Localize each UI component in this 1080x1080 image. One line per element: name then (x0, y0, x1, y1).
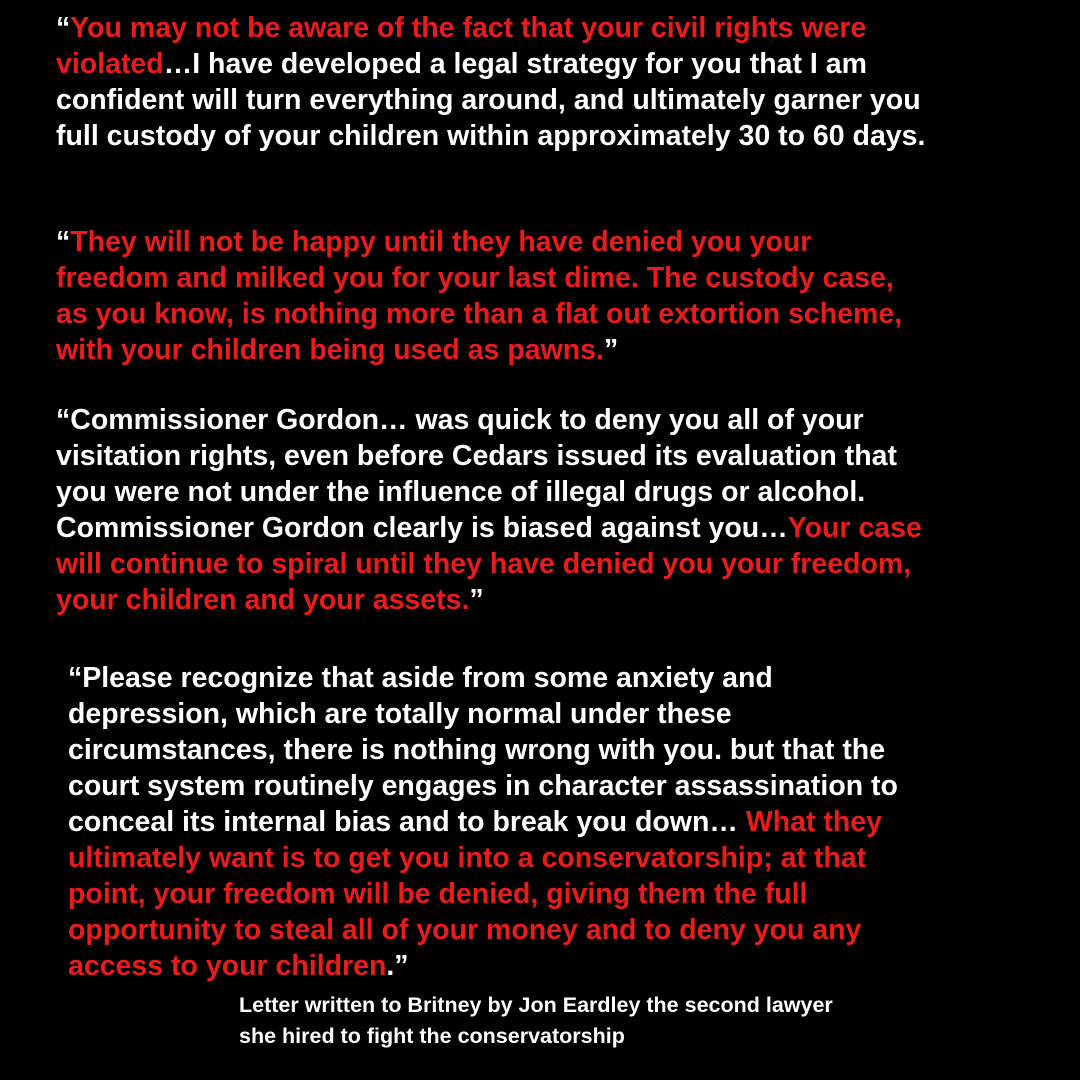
quote-2 (56, 224, 1046, 368)
quote-3-line-4 (56, 510, 1046, 546)
plain-text: you were not under the influence of illegal drugs or alcohol. (56, 476, 866, 508)
plain-text: “Commissioner Gordon… was quick to deny you all of your (56, 404, 864, 436)
quote-4-line-1 (68, 660, 1048, 696)
plain-text: court system routinely engages in character assassination to (68, 770, 898, 802)
highlighted-text: will continue to spiral until they have denied you your freedom, (56, 548, 912, 580)
highlighted-text: freedom and milked you for your last dime. The custody case, (56, 262, 894, 294)
quote-4-line-9 (68, 948, 1048, 984)
highlighted-text: Your case (787, 512, 922, 544)
quote-4-line-6 (68, 840, 1048, 876)
plain-text: ” (603, 334, 619, 366)
caption-line-1: Letter written to Britney by Jon Eardley the second lawyer (239, 993, 833, 1017)
highlighted-text: What they (745, 806, 882, 838)
quote-2-line-3 (56, 296, 1046, 332)
quote-2-line-4 (56, 332, 1046, 368)
plain-text: conceal its internal bias and to break you down… (68, 806, 746, 838)
highlighted-text: with your children being used as pawns. (56, 334, 604, 366)
quote-4-line-4 (68, 768, 1048, 804)
quote-1 (56, 10, 1046, 154)
highlighted-text: as you know, is nothing more than a flat out extortion scheme, (56, 298, 903, 330)
highlighted-text: They will not be happy until they have denied you your (70, 226, 812, 258)
highlighted-text: access to your children (68, 950, 387, 982)
plain-text: circumstances, there is nothing wrong with you. but that the (68, 734, 886, 766)
plain-text: …I have developed a legal strategy for you that I am (163, 48, 867, 80)
highlighted-text: opportunity to steal all of your money and to deny you any (68, 914, 862, 946)
plain-text: ” (469, 584, 484, 616)
plain-text: “Please recognize that aside from some anxiety and (68, 662, 773, 694)
quote-1-line-1 (56, 10, 1046, 46)
quote-1-line-2 (56, 46, 1046, 82)
plain-text: Commissioner Gordon clearly is biased against you… (56, 512, 788, 544)
quote-4-line-7 (68, 876, 1048, 912)
quote-1-line-4 (56, 118, 1046, 154)
highlighted-text: violated (56, 48, 164, 80)
plain-text: “ (56, 226, 71, 258)
quote-3-line-3 (56, 474, 1046, 510)
plain-text: .” (386, 950, 409, 982)
highlighted-text: ultimately want is to get you into a conservatorship; at that (68, 842, 867, 874)
caption-line-2: she hired to fight the conservatorship (239, 1024, 625, 1048)
quote-4-line-8 (68, 912, 1048, 948)
quote-3-line-6 (56, 582, 1046, 618)
quote-2-line-2 (56, 260, 1046, 296)
highlighted-text: point, your freedom will be denied, giving them the full (68, 878, 808, 910)
quote-3-line-5 (56, 546, 1046, 582)
caption (239, 990, 1039, 1052)
quote-4-line-5 (68, 804, 1048, 840)
plain-text: confident will turn everything around, and ultimately garner you (56, 84, 921, 116)
quote-3 (56, 402, 1046, 618)
highlighted-text: You may not be aware of the fact that your civil rights were (70, 12, 867, 44)
plain-text: depression, which are totally normal under these (68, 698, 732, 730)
quote-4-line-2 (68, 696, 1048, 732)
quote-2-line-1 (56, 224, 1046, 260)
plain-text: “ (56, 12, 71, 44)
plain-text: visitation rights, even before Cedars issued its evaluation that (56, 440, 897, 472)
quote-3-line-2 (56, 438, 1046, 474)
highlighted-text: your children and your assets. (56, 584, 470, 616)
quote-1-line-3 (56, 82, 1046, 118)
plain-text: full custody of your children within approximately 30 to 60 days. (56, 120, 926, 152)
quote-4-line-3 (68, 732, 1048, 768)
quote-3-line-1 (56, 402, 1046, 438)
quote-4 (68, 660, 1048, 984)
